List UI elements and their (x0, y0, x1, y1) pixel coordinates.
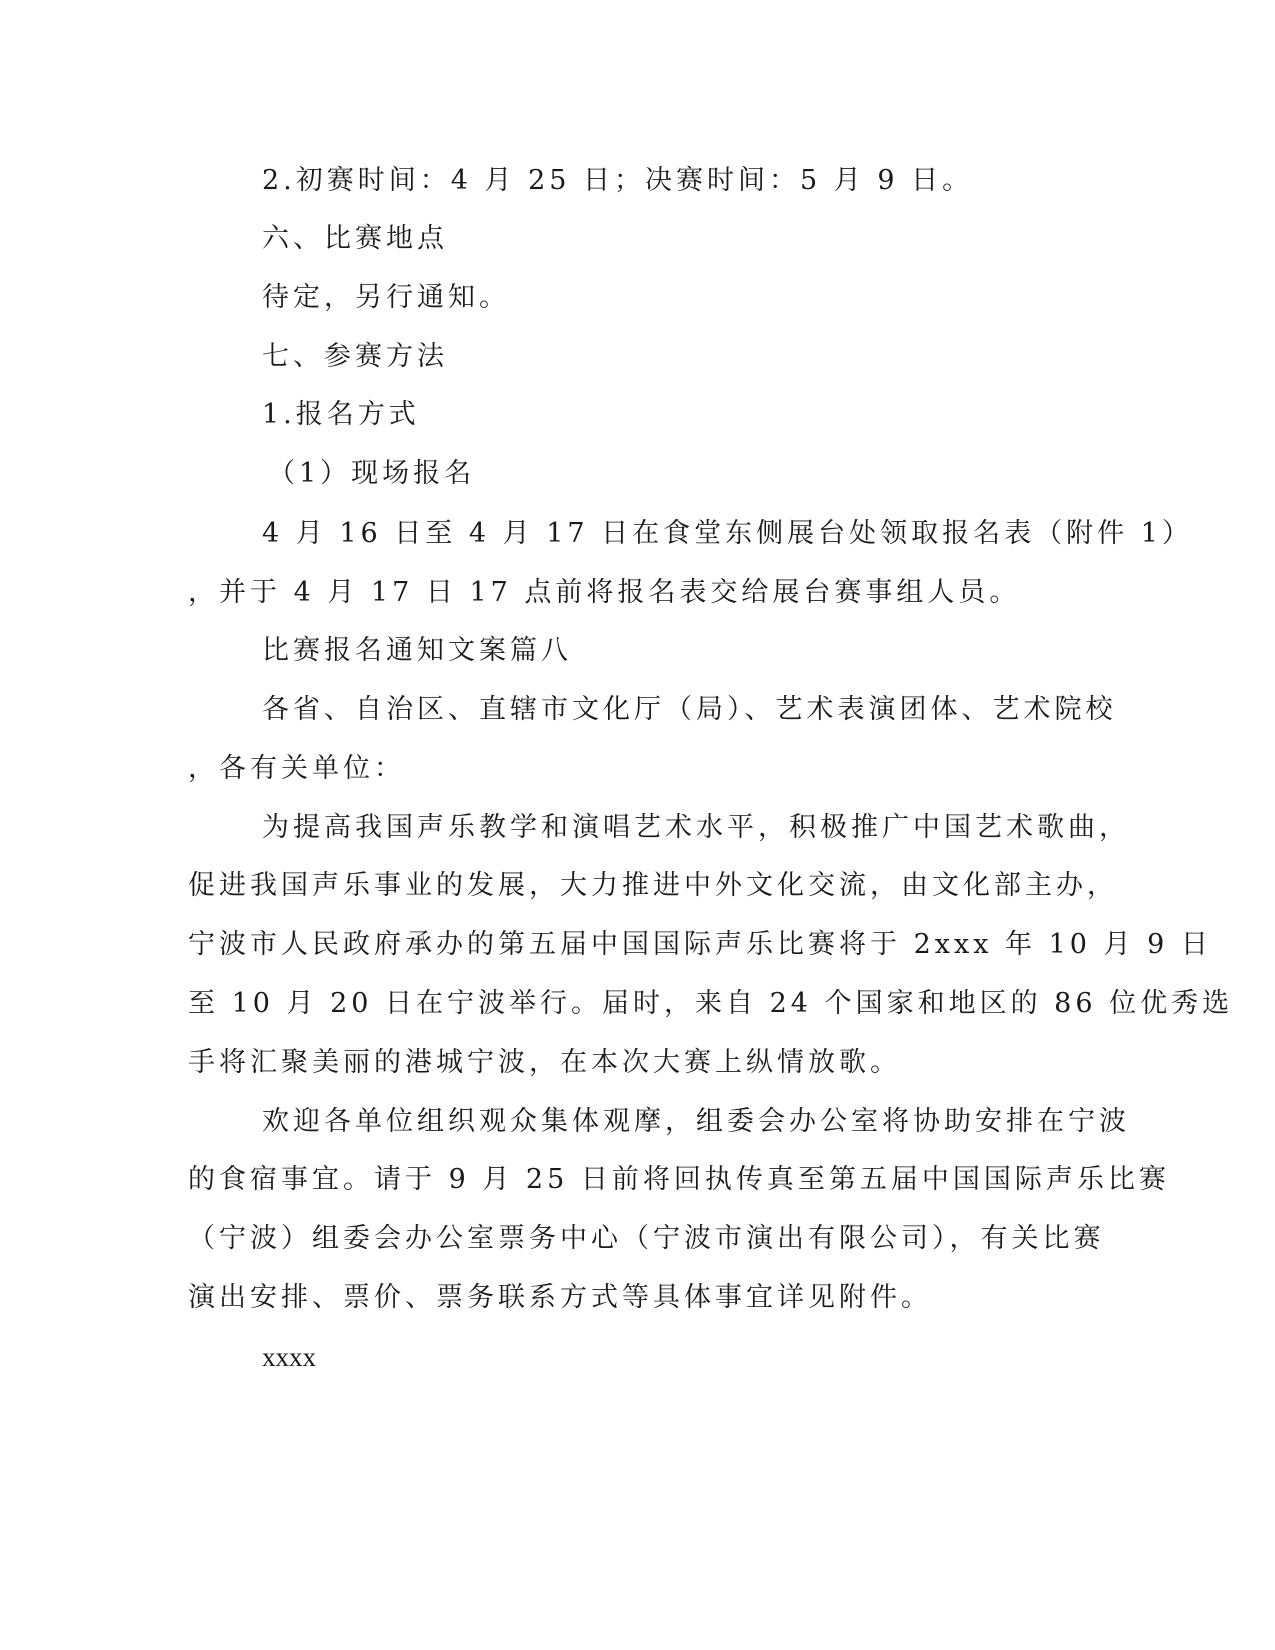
body-paragraph-2-line-1: 欢迎各单位组织观众集体观摩，组委会办公室将协助安排在宁波 (262, 1106, 1130, 1137)
body-paragraph-2-line-3: （宁波）组委会办公室票务中心（宁波市演出有限公司），有关比赛 (188, 1223, 1105, 1254)
body-paragraph-1-line-2: 促进我国声乐事业的发展，大力推进中外文化交流，由文化部主办， (188, 870, 1118, 901)
body-paragraph-2-line-2: 的食宿事宜。请于 9 月 25 日前将回执传真至第五届中国国际声乐比赛 (188, 1164, 1170, 1195)
location-text: 待定，另行通知。 (262, 282, 510, 313)
section-heading-method: 七、参赛方法 (262, 341, 448, 372)
registration-method-heading: 1.报名方式 (262, 399, 420, 430)
body-paragraph-1-line-3: 宁波市人民政府承办的第五届中国国际声乐比赛将于 2xxx 年 10 月 9 日 (188, 929, 1212, 960)
body-paragraph-2-line-4: 演出安排、票价、票务联系方式等具体事宜详见附件。 (188, 1282, 932, 1313)
addressee-line-1: 各省、自治区、直辖市文化厅（局）、艺术表演团体、艺术院校 (262, 694, 1117, 725)
section-heading-location: 六、比赛地点 (262, 223, 448, 254)
registration-text-line-2: ，并于 4 月 17 日 17 点前将报名表交给展台赛事组人员。 (188, 577, 1021, 608)
body-paragraph-1-line-1: 为提高我国声乐教学和演唱艺术水平，积极推广中国艺术歌曲， (262, 812, 1130, 843)
schedule-line: 2.初赛时间：4 月 25 日；决赛时间：5 月 9 日。 (262, 165, 974, 196)
article-title: 比赛报名通知文案篇八 (262, 635, 572, 666)
registration-text-line-1: 4 月 16 日至 4 月 17 日在食堂东侧展台处领取报名表（附件 1） (262, 518, 1193, 549)
signature-placeholder: xxxx (262, 1342, 316, 1372)
addressee-line-2: ，各有关单位： (188, 753, 405, 784)
onsite-registration-heading: （1）现场报名 (268, 458, 476, 489)
body-paragraph-1-line-4: 至 10 月 20 日在宁波举行。届时，来自 24 个国家和地区的 86 位优秀选 (188, 988, 1234, 1019)
body-paragraph-1-line-5: 手将汇聚美丽的港城宁波，在本次大赛上纵情放歌。 (188, 1047, 901, 1078)
